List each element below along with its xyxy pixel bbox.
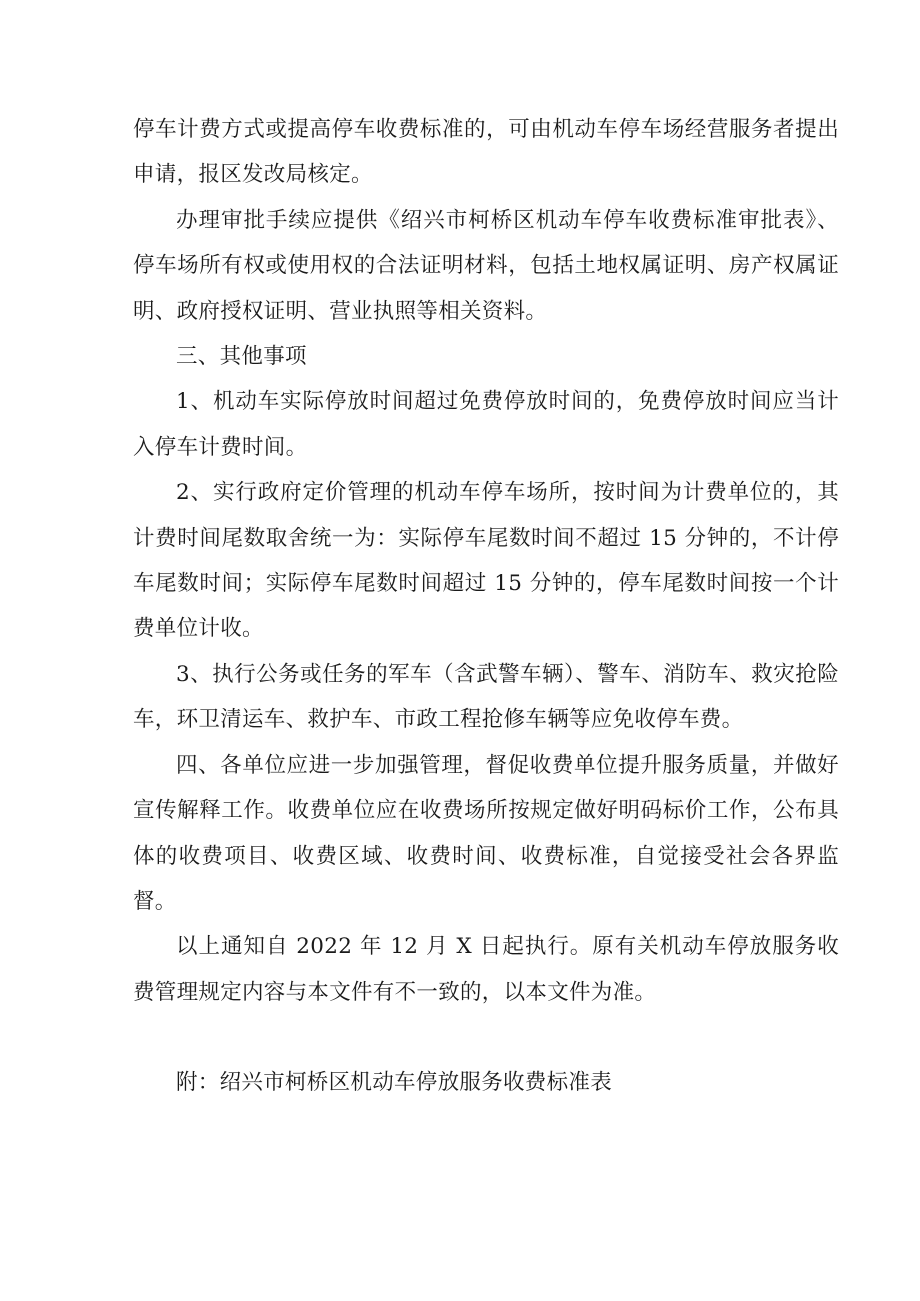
paragraph-effective-date: 以上通知自 2022 年 12 月 X 日起执行。原有关机动车停放服务收费管理规定内容与本文件有不一致的，以本文件为准。 [133,934,839,1005]
paragraph-item-1: 1、机动车实际停放时间超过免费停放时间的，免费停放时间应当计入停车计费时间。 [133,389,839,460]
paragraph-item-2: 2、实行政府定价管理的机动车停车场所，按时间为计费单位的，其计费时间尾数取舍统一为：实际停车尾数时间不超过 15 分钟的，不计停车尾数时间；实际停车尾数时间超过 15 分钟的，停车尾数时间按一个计费单位计收。 [133,480,839,642]
paragraph-section-four: 四、各单位应进一步加强管理，督促收费单位提升服务质量，并做好宣传解释工作。收费单位应在收费场所按规定做好明码标价工作，公布具体的收费项目、收费区域、收费时间、收费标准，自觉接受社会各界监督。 [133,752,839,914]
section-heading-other-matters: 三、其他事项 [176,344,307,370]
paragraph-approval-materials: 办理审批手续应提供《绍兴市柯桥区机动车停车收费标准审批表》、停车场所有权或使用权的合法证明材料，包括土地权属证明、房产权属证明、政府授权证明、营业执照等相关资料。 [133,207,839,324]
document-body [133,107,839,1106]
attachment-note: 附：绍兴市柯桥区机动车停放服务收费标准表 [176,1070,613,1096]
paragraph-fee-adjustment: 停车计费方式或提高停车收费标准的，可由机动车停车场经营服务者提出申请，报区发改局核定。 [133,117,839,188]
paragraph-item-3: 3、执行公务或任务的军车（含武警车辆）、警车、消防车、救灾抢险车，环卫清运车、救护车、市政工程抢修车辆等应免收停车费。 [133,661,839,733]
spacer [133,1015,839,1060]
